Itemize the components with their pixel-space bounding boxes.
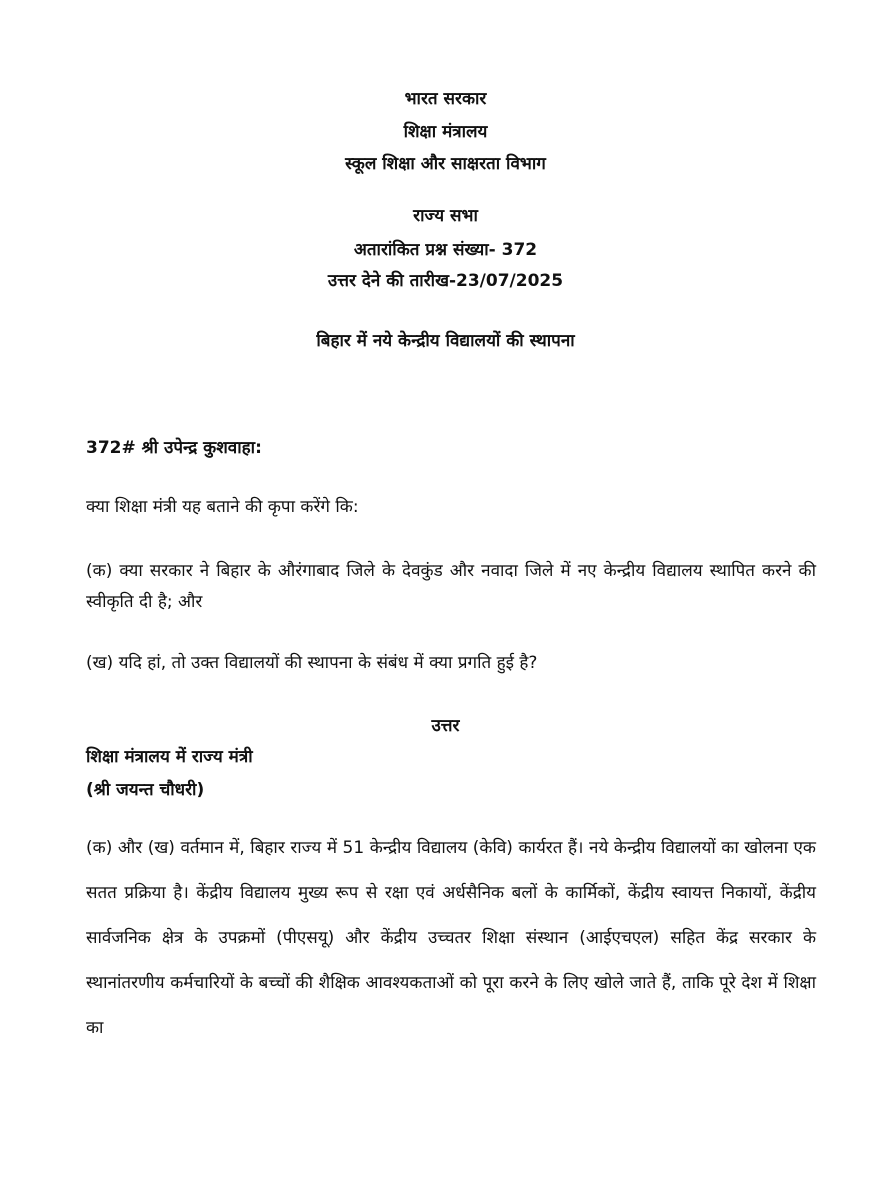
respondent-title: शिक्षा मंत्रालय में राज्य मंत्री	[86, 747, 253, 767]
header-department: स्कूल शिक्षा और साक्षरता विभाग	[345, 154, 546, 174]
question-intro: क्या शिक्षा मंत्री यह बताने की कृपा करेंगे कि:	[86, 497, 359, 517]
header-house: राज्य सभा	[413, 206, 478, 226]
subject-title: बिहार में नये केन्द्रीय विद्यालयों की स्थापना	[316, 331, 575, 351]
header-answer-date: उत्तर देने की तारीख-23/07/2025	[327, 271, 564, 291]
question-part-ka: (क) क्या सरकार ने बिहार के औरंगाबाद जिले के देवकुंड और नवादा जिले में नए केन्द्रीय विद्यालय स्थापित करने की स्वीकृति दी है; और	[86, 561, 816, 612]
question-asker: 372# श्री उपेन्द्र कुशवाहा:	[86, 438, 262, 458]
question-part-kha: (ख) यदि हां, तो उक्त विद्यालयों की स्थापना के संबंध में क्या प्रगति हुई है?	[86, 653, 538, 673]
answer-heading: उत्तर	[431, 716, 460, 736]
respondent-name: (श्री जयन्त चौधरी)	[86, 780, 205, 800]
answer-body: (क) और (ख) वर्तमान में, बिहार राज्य में 51 केन्द्रीय विद्यालय (केवि) कार्यरत हैं। नये केन्द्रीय विद्यालयों का खोलना एक सतत प्रक्रिया है। केंद्रीय विद्यालय मुख्य रूप से रक्षा एवं अर्धसैनिक बलों के कार्मिकों, केंद्रीय स्वायत्त निकायों, केंद्रीय सार्वजनिक क्षेत्र के उपक्रमों (पीएसयू) और केंद्रीय उच्चतर शिक्षा संस्थान (आईएचएल) सहित केंद्र सरकार के स्थानांतरणीय कर्मचारियों के बच्चों की शैक्षिक आवश्यकताओं को पूरा करने के लिए खोले जाते हैं, ताकि पूरे देश में शिक्षा का	[86, 838, 816, 1038]
header-government: भारत सरकार	[404, 89, 487, 109]
header-ministry: शिक्षा मंत्रालय	[403, 122, 488, 142]
header-question-number: अतारांकित प्रश्न संख्या- 372	[353, 240, 538, 260]
